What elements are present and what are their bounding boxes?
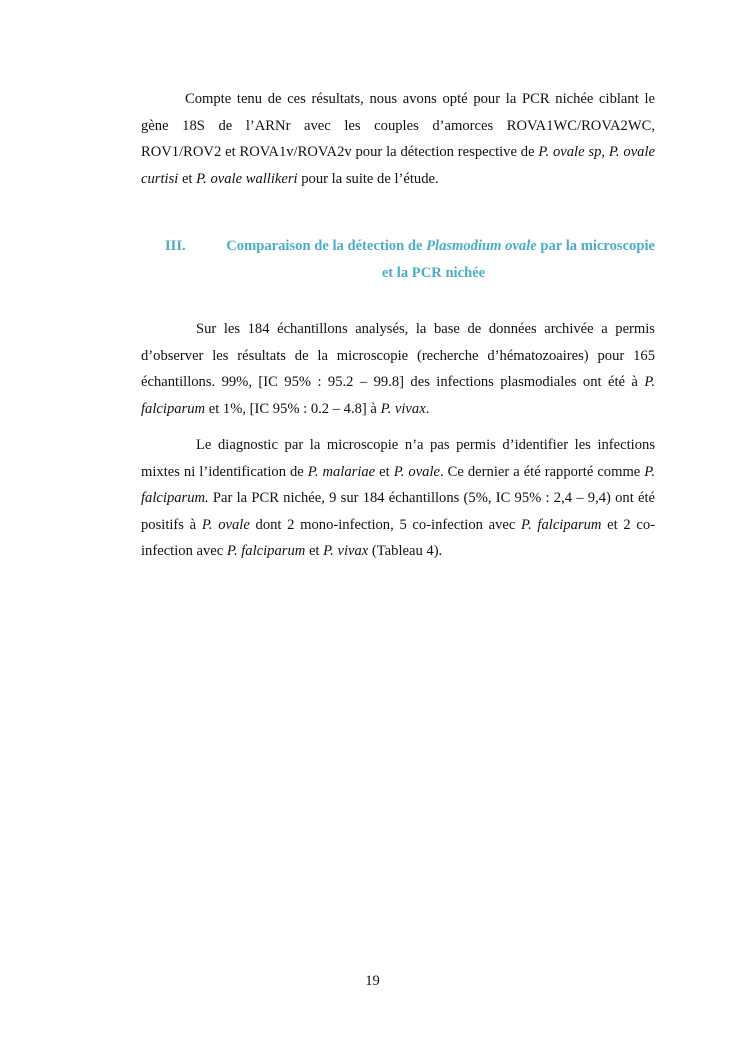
species-name: P. ovale curtisi <box>141 144 656 187</box>
text-span: . Ce dernier a été rapporté comme <box>440 463 645 480</box>
text-span: et <box>375 463 394 480</box>
species-name: P. vivax <box>323 543 369 559</box>
species-name: P. ovale sp <box>538 144 602 160</box>
section-title-line2: et la PCR nichée <box>381 264 486 281</box>
text-span: pour la suite de l’étude. <box>297 170 439 187</box>
species-name: P. falciparum <box>226 543 306 559</box>
text-span: par la microscopie <box>536 238 655 254</box>
text-span: , <box>601 144 609 160</box>
species-name: P. falciparum <box>141 374 655 417</box>
paragraph-pcr-choice <box>141 86 655 192</box>
text-span: Compte tenu de ces résultats, nous avons opté pour la PCR nichée ciblant le gène 18S de l’ARNr avec les couples d’amorces ROVA1WC/ROVA2WC, ROV1/ROV2 et ROVA1v/ROVA2v pour la détection respective de <box>141 91 655 160</box>
text-span: Le diagnostic par la microscopie n’a pas permis d’identifier les infections mixtes ni l’identification de <box>141 437 655 480</box>
paragraph-pcr-results <box>141 432 655 565</box>
page-number: 19 <box>365 973 380 989</box>
text-span: et 2 co-infection avec <box>141 516 655 559</box>
species-name: P. vivax <box>380 400 426 417</box>
text-span: . <box>425 400 430 417</box>
section-number: III. <box>165 238 186 254</box>
species-name: P. ovale wallikeri <box>196 170 298 187</box>
text-span: Comparaison de la détection de <box>226 238 427 254</box>
text-span: Sur les 184 échantillons analysés, la base de données archivée a permis d’observer les résultats de la microscopie (recherche d’hématozoaires) pour 165 échantillons. 99%, [IC 95% : 95.2 – 99.8] des infections plasmodiales ont été à <box>141 321 655 390</box>
text-span: Par la PCR nichée, 9 sur 184 échantillons (5%, IC 95% : 2,4 – 9,4) ont été positifs à <box>141 490 655 533</box>
text-span: (Tableau 4). <box>368 543 443 559</box>
text-span: et <box>305 543 324 559</box>
species-name: P. falciparum. <box>141 463 655 506</box>
species-name: P. ovale <box>393 463 441 480</box>
text-span: dont 2 mono-infection, 5 co-infection avec <box>249 516 522 533</box>
text-span: et <box>178 170 197 187</box>
species-name: P. ovale <box>201 516 250 533</box>
species-name: P. falciparum <box>521 516 602 533</box>
text-span: et 1%, [IC 95% : 0.2 – 4.8] à <box>205 400 381 417</box>
section-title-line1 <box>212 233 655 260</box>
paragraph-microscopy-results <box>141 316 655 422</box>
species-name: P. malariae <box>307 463 376 480</box>
species-name: Plasmodium ovale <box>426 238 537 254</box>
